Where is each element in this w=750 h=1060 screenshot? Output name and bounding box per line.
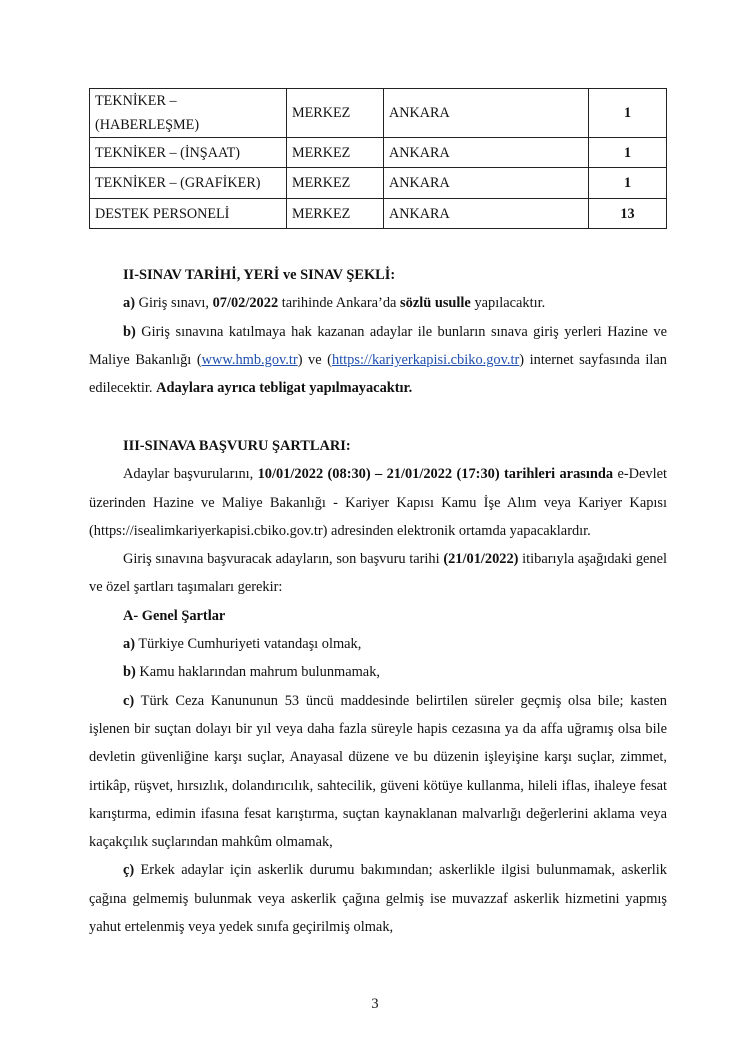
position-title-line2: (HABERLEŞME) bbox=[95, 117, 200, 133]
item-label: a) bbox=[123, 636, 135, 653]
item-label: a) bbox=[123, 295, 135, 312]
hmb-link[interactable]: www.hmb.gov.tr bbox=[201, 351, 298, 368]
position-title: DESTEK PERSONELİ bbox=[90, 199, 287, 229]
position-unit: MERKEZ bbox=[287, 138, 384, 168]
position-count: 1 bbox=[589, 168, 667, 199]
list-item bbox=[89, 630, 667, 658]
list-item bbox=[89, 687, 667, 857]
item-text: Türk Ceza Kanununun 53 üncü maddesinde belirtilen süreler geçmiş olsa bile; kasten işlenen bir suçtan dolayı bir yıl veya daha fazla süreyle hapis cezasına ya da affa uğramış olsa bile devletin güvenliğine karşı suçlar, Anayasal düzene ve bu düzenin işleyişine karşı suçlar, zimmet, irtikâp, rüşvet, hırsızlık, dolandırıcılık, sahtecilik, güveni kötüye kullanma, hileli iflas, ihaleye fesat karıştırma, edimin ifasına fesat karıştırma, suçtan kaynaklanan malvarlığı değerlerini aklama veya kaçakçılık suçlarından mahkûm olmamak, bbox=[89, 692, 667, 851]
exam-method: sözlü usulle bbox=[400, 295, 471, 312]
paragraph-3-2 bbox=[89, 545, 667, 602]
list-item bbox=[89, 856, 667, 941]
position-count: 13 bbox=[589, 199, 667, 229]
text-run: yapılacaktır. bbox=[474, 295, 546, 312]
notice-bold: Adaylara ayrıca tebligat yapılmayacaktır. bbox=[156, 380, 413, 397]
position-city: ANKARA bbox=[384, 199, 589, 229]
text-run: e-Devlet üzerinden Hazine ve Maliye Bakanlığı - Kariyer Kapısı Kamu İşe Alım veya Kariyer Kapısı (https://isealimkariyerkapisi.cbiko.gov.tr) adresinden elektronik ortamda yapacaklardır. bbox=[89, 466, 667, 539]
table-row bbox=[90, 89, 667, 138]
item-label: b) bbox=[123, 664, 136, 681]
text-run: tarihinde Ankara’da bbox=[281, 295, 397, 312]
paragraph-3-1 bbox=[89, 460, 667, 545]
table-row bbox=[90, 138, 667, 168]
positions-table bbox=[89, 88, 667, 229]
item-text: Erkek adaylar için askerlik durumu bakımından; askerlikle ilgisi bulunmamak, askerlik çağına gelmemiş bulunmak veya askerlik çağına gelmiş ise muvazzaf askerlik hizmetini yapmış yahut ertelenmiş veya yedek sınıfa geçirilmiş olmak, bbox=[89, 862, 667, 936]
section-heading: III-SINAVA BAŞVURU ŞARTLARI: bbox=[123, 438, 351, 454]
item-label: ç) bbox=[123, 862, 135, 879]
item-text: Türkiye Cumhuriyeti vatandaşı olmak, bbox=[138, 636, 362, 653]
text-run: Giriş sınavı, bbox=[138, 295, 209, 312]
text-run: ) ve ( bbox=[297, 351, 332, 368]
position-city: ANKARA bbox=[384, 168, 589, 199]
item-label: c) bbox=[123, 692, 135, 709]
section-heading: II-SINAV TARİHİ, YERİ ve SINAV ŞEKLİ: bbox=[123, 267, 396, 283]
table-row bbox=[90, 199, 667, 229]
position-unit: MERKEZ bbox=[287, 168, 384, 199]
text-run: Giriş sınavına başvuracak adayların, son başvuru tarihi bbox=[123, 551, 440, 568]
item-text: Kamu haklarından mahrum bulunmamak, bbox=[139, 664, 380, 681]
paragraph-2b bbox=[89, 318, 667, 403]
position-title: TEKNİKER – (GRAFİKER) bbox=[90, 168, 287, 199]
position-city: ANKARA bbox=[384, 89, 589, 138]
position-count: 1 bbox=[589, 138, 667, 168]
section-application-requirements bbox=[89, 432, 667, 941]
position-count: 1 bbox=[589, 89, 667, 138]
position-city: ANKARA bbox=[384, 138, 589, 168]
text-run: itibarıyla aşağıdaki genel ve özel şartları taşımaları gerekir: bbox=[89, 551, 667, 596]
exam-date: 07/02/2022 bbox=[212, 295, 279, 312]
position-title bbox=[90, 89, 287, 138]
kariyerkapisi-link[interactable]: https://kariyerkapisi.cbiko.gov.tr bbox=[331, 351, 520, 368]
paragraph-2a bbox=[89, 289, 667, 317]
position-title-line1: TEKNİKER – bbox=[95, 93, 177, 109]
item-label: b) bbox=[123, 323, 136, 340]
list-item bbox=[89, 658, 667, 686]
deadline-date: (21/01/2022) bbox=[443, 551, 519, 568]
application-period: 10/01/2022 (08:30) – 21/01/2022 (17:30) tarihleri arasında bbox=[257, 466, 614, 483]
text-run: Adaylar başvurularını, bbox=[123, 466, 254, 483]
text-run: Giriş sınavına katılmaya hak kazanan adaylar ile bunların sınava giriş yerleri Hazine ve Maliye Bakanlığı ( bbox=[89, 323, 667, 368]
position-title: TEKNİKER – (İNŞAAT) bbox=[90, 138, 287, 168]
page-number: 3 bbox=[371, 996, 379, 1012]
position-unit: MERKEZ bbox=[287, 89, 384, 138]
general-conditions-heading: A- Genel Şartlar bbox=[123, 607, 226, 624]
text-run: ) internet sayfasında ilan edilecektir. bbox=[89, 351, 668, 397]
section-exam-date bbox=[89, 261, 667, 402]
table-row bbox=[90, 168, 667, 199]
position-unit: MERKEZ bbox=[287, 199, 384, 229]
